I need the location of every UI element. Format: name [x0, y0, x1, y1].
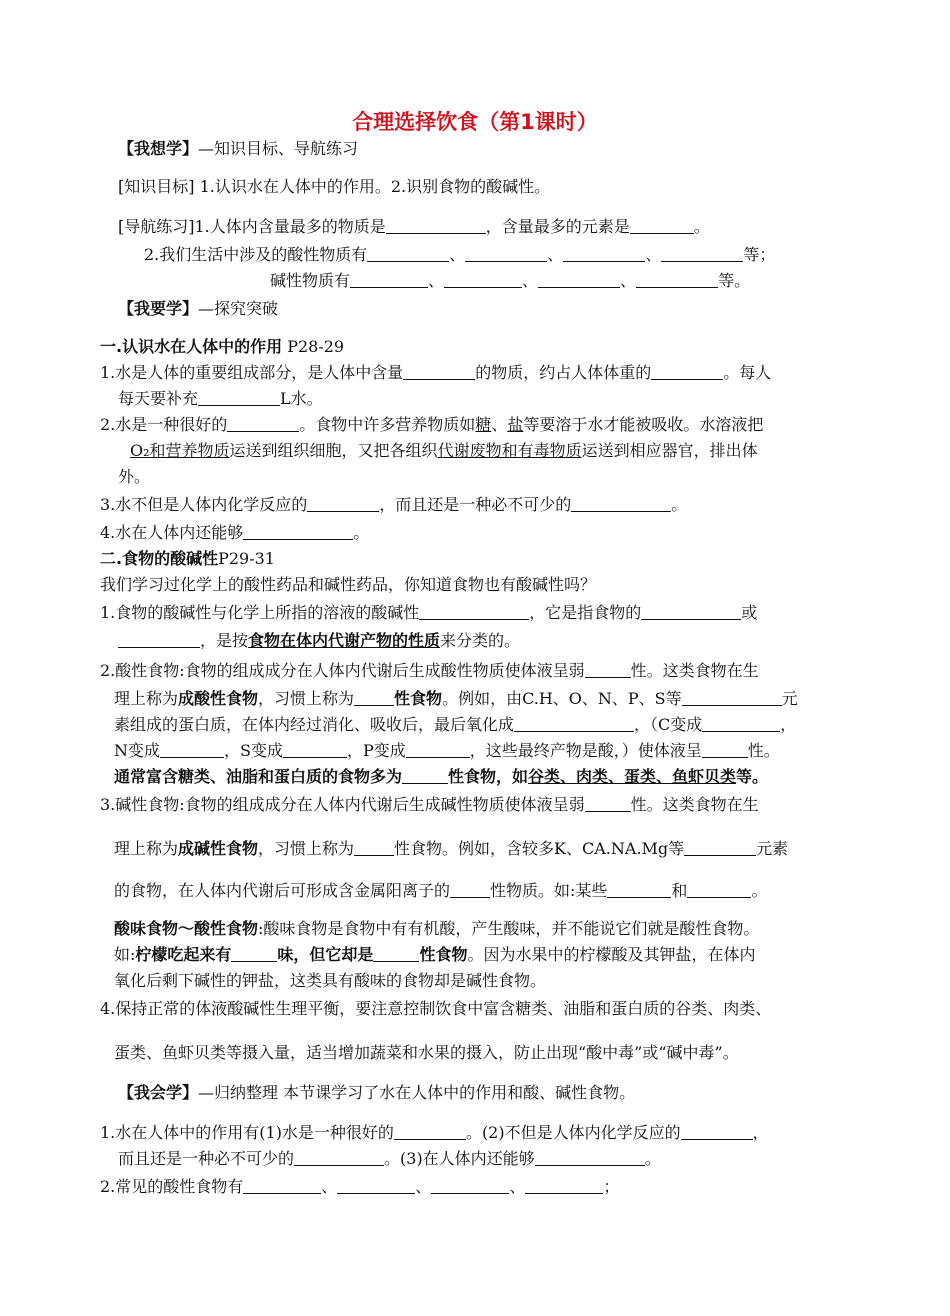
answer-blank[interactable]	[661, 245, 743, 262]
acidic-food-q2-l5: 通常富含糖类、油脂和蛋白质的食物多为 性食物，如谷类、肉类、蛋类、鱼虾贝类等。	[114, 767, 769, 786]
nav-exercise-2: 2.我们生活中涉及的酸性物质有 、 、 、 等；	[144, 245, 776, 264]
page-title: 合理选择饮食（第1课时）	[352, 110, 598, 134]
answer-blank[interactable]	[283, 741, 347, 758]
water-q2-end: 外。	[118, 467, 151, 486]
water-q4: 4.水在人体内还能够 。	[100, 523, 370, 542]
nav-exercise-2-alkaline: 碱性物质有 、 、 、 等。	[270, 271, 751, 290]
answer-blank[interactable]	[702, 715, 780, 732]
answer-blank[interactable]	[687, 881, 751, 898]
sour-food-note-l2: 如:柠檬吃起来有 味，但它却是 性食物。因为水果中的柠檬酸及其钾盐，在体内	[114, 945, 756, 964]
answer-blank[interactable]	[354, 839, 394, 856]
answer-blank[interactable]	[307, 495, 379, 512]
answer-blank[interactable]	[354, 689, 394, 706]
review-q1: 1.水在人体中的作用有(1)水是一种很好的 。(2)不但是人体内化学反应的 ，	[100, 1123, 769, 1142]
answer-blank[interactable]	[641, 603, 741, 620]
water-q2-cont: O₂和营养物质运送到组织细胞，又把各组织代谢废物和有毒物质运送到相应器官，排出体	[130, 441, 758, 460]
section-must-learn: 【我要学】—探究突破	[118, 299, 279, 318]
heading-water-role: 一.认识水在人体中的作用 P28-29	[100, 337, 345, 356]
food-q1-cont: ，是按食物在体内代谢产物的性质来分类的。	[118, 630, 520, 652]
answer-blank[interactable]	[651, 363, 723, 380]
answer-blank[interactable]	[227, 415, 299, 432]
food-q4-cont: 蛋类、鱼虾贝类等摄入量，适当增加蔬菜和水果的摄入，防止出现“酸中毒”或“碱中毒”。	[114, 1043, 739, 1062]
answer-blank[interactable]	[571, 495, 671, 512]
acidic-food-q2: 2.酸性食物:食物的组成成分在人体内代谢后生成酸性物质使体液呈弱 性。这类食物在生	[100, 661, 759, 680]
answer-blank[interactable]	[636, 271, 718, 288]
food-q1: 1.食物的酸碱性与化学上所指的溶液的酸碱性 ，它是指食物的 或	[100, 603, 758, 622]
answer-blank[interactable]	[465, 245, 547, 262]
answer-blank[interactable]	[419, 603, 529, 620]
answer-blank[interactable]	[535, 1149, 645, 1166]
alkaline-food-q3: 3.碱性食物:食物的组成成分在人体内代谢后生成碱性物质使体液呈弱 性。这类食物在生	[100, 795, 759, 814]
answer-blank[interactable]	[525, 1177, 603, 1194]
answer-blank[interactable]	[585, 661, 631, 678]
water-q1-cont: 每天要补充 L水。	[118, 389, 323, 408]
knowledge-goal: [知识目标] 1.认识水在人体中的作用。2.识别食物的酸碱性。	[118, 177, 551, 196]
food-q4: 4.保持正常的体液酸碱性生理平衡，要注意控制饮食中富含糖类、油脂和蛋白质的谷类、肉类、	[100, 999, 772, 1018]
answer-blank[interactable]	[402, 767, 448, 784]
section-can-learn: 【我会学】—归纳整理 本节课学习了水在人体中的作用和酸、碱性食物。	[118, 1083, 636, 1102]
acidic-food-q2-l2: 理上称为成酸性食物，习惯上称为 性食物。例如，由C.H、O、N、P、S等 元	[114, 689, 798, 708]
answer-blank[interactable]	[118, 631, 200, 648]
review-q1-cont: 而且还是一种必不可少的 。(3)在人体内还能够 。	[118, 1149, 661, 1168]
answer-blank[interactable]	[444, 271, 522, 288]
answer-blank[interactable]	[702, 741, 748, 758]
answer-blank[interactable]	[681, 1123, 753, 1140]
answer-blank[interactable]	[682, 689, 782, 706]
answer-blank[interactable]	[630, 217, 694, 234]
alkaline-food-q3-l3: 的食物，在人体内代谢后可形成含金属阳离子的 性物质。如:某些 和 。	[114, 881, 768, 900]
answer-blank[interactable]	[386, 217, 486, 234]
sour-food-note: 酸味食物～酸性食物:酸味食物是食物中有有机酸，产生酸味，并不能说它们就是酸性食物。	[114, 919, 760, 938]
alkaline-food-q3-l2: 理上称为成碱性食物，习惯上称为 性食物。例如，含较多K、CA.NA.Mg等 元素	[114, 839, 789, 858]
section-want-to-learn: 【我想学】—知识目标、导航练习	[118, 139, 359, 158]
answer-blank[interactable]	[684, 839, 756, 856]
answer-blank[interactable]	[538, 271, 620, 288]
heading-food-acidity: 二.食物的酸碱性P29-31	[100, 549, 275, 568]
answer-blank[interactable]	[403, 363, 475, 380]
answer-blank[interactable]	[514, 715, 634, 732]
acidic-food-q2-l4: N变成 ，S变成 ，P变成 ，这些最终产物是酸，）使体液呈 性。	[114, 741, 780, 760]
answer-blank[interactable]	[563, 245, 645, 262]
answer-blank[interactable]	[394, 1123, 466, 1140]
water-q3: 3.水不但是人体内化学反应的 ，而且还是一种必不可少的 。	[100, 495, 688, 514]
answer-blank[interactable]	[406, 741, 470, 758]
sour-food-note-l3: 氧化后剩下碱性的钾盐，这类具有酸味的食物却是碱性食物。	[114, 971, 547, 990]
answer-blank[interactable]	[231, 945, 277, 962]
answer-blank[interactable]	[243, 523, 353, 540]
answer-blank[interactable]	[337, 1177, 415, 1194]
acidic-food-q2-l3: 素组成的蛋白质，在体内经过消化、吸收后，最后氧化成 ，（C变成 ，	[114, 715, 797, 734]
review-q2: 2.常见的酸性食物有 、 、 、 ；	[100, 1177, 620, 1196]
water-q1: 1.水是人体的重要组成部分，是人体中含量 的物质，约占人体体重的 。每人	[100, 363, 772, 382]
nav-exercise-1: [导航练习]1.人体内含量最多的物质是 ，含量最多的元素是 。	[118, 217, 710, 236]
answer-blank[interactable]	[160, 741, 224, 758]
answer-blank[interactable]	[367, 245, 449, 262]
water-q2: 2.水是一种很好的 。食物中许多营养物质如糖、盐等要溶于水才能被吸收。水溶液把	[100, 415, 764, 434]
answer-blank[interactable]	[450, 881, 490, 898]
answer-blank[interactable]	[243, 1177, 321, 1194]
answer-blank[interactable]	[198, 389, 280, 406]
answer-blank[interactable]	[350, 271, 428, 288]
answer-blank[interactable]	[294, 1149, 384, 1166]
answer-blank[interactable]	[607, 881, 671, 898]
answer-blank[interactable]	[585, 795, 631, 812]
food-question: 我们学习过化学上的酸性药品和碱性药品，你知道食物也有酸碱性吗？	[100, 575, 597, 594]
answer-blank[interactable]	[431, 1177, 509, 1194]
answer-blank[interactable]	[373, 945, 419, 962]
